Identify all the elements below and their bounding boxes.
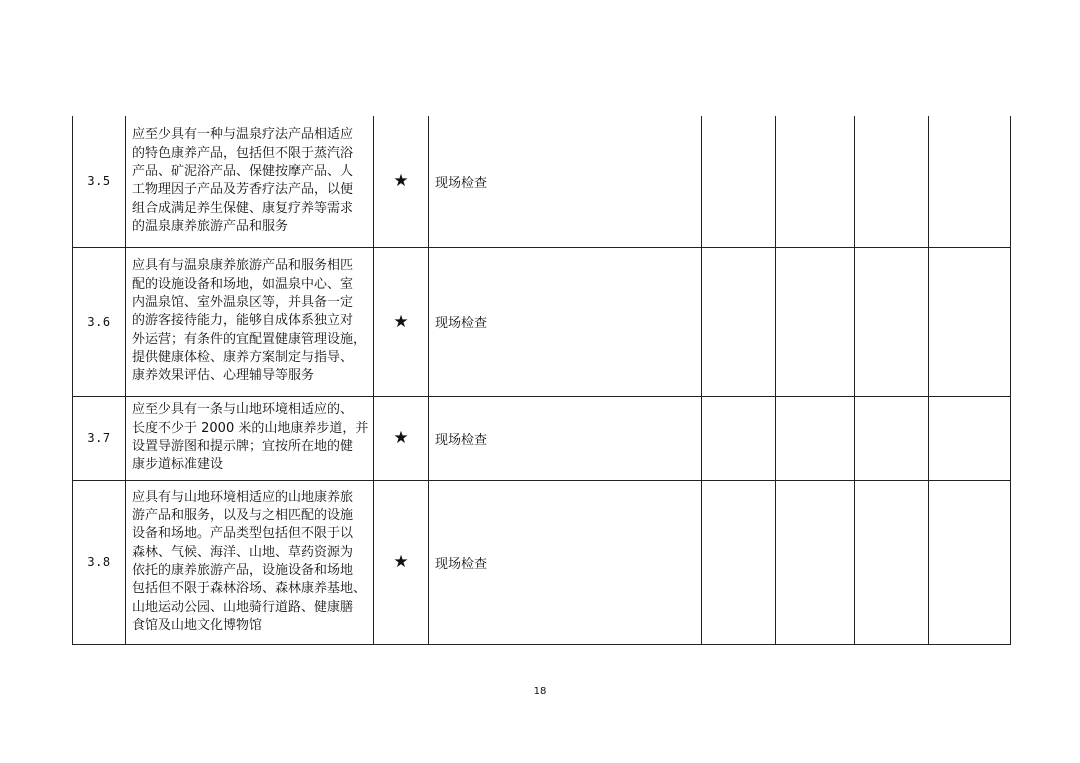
requirement-line: 食馆及山地文化博物馆	[132, 617, 263, 633]
table-row	[73, 247, 1011, 396]
requirement-line: 设置导游图和提示牌；宜按所在地的健	[132, 439, 354, 454]
requirement-line: 配的设施设备和场地，如温泉中心、室	[132, 276, 354, 292]
standards-table	[72, 116, 1011, 645]
requirement-line: 依托的康养旅游产品，设施设备和场地	[132, 563, 354, 578]
requirement-text	[126, 396, 374, 480]
empty-score-cell	[776, 116, 855, 247]
empty-score-cell	[929, 247, 1011, 396]
table-row	[73, 396, 1011, 480]
requirement-line: 长度不少于 2000 米的山地康养步道，并	[132, 420, 369, 436]
empty-score-cell	[776, 396, 855, 480]
mandatory-star-icon: ★	[374, 480, 429, 644]
requirement-line: 的温泉康养旅游产品和服务	[132, 218, 289, 234]
empty-score-cell	[855, 480, 929, 644]
inspection-method: 现场检查	[429, 116, 702, 247]
item-number: 3.5	[73, 116, 126, 247]
empty-score-cell	[855, 396, 929, 480]
requirement-line: 应具有与温泉康养旅游产品和服务相匹	[132, 258, 354, 274]
mandatory-star-icon: ★	[374, 396, 429, 480]
table-row	[73, 116, 1011, 247]
inspection-method: 现场检查	[429, 480, 702, 644]
item-number: 3.8	[73, 480, 126, 644]
mandatory-star-icon: ★	[374, 116, 429, 247]
empty-score-cell	[702, 247, 776, 396]
empty-score-cell	[855, 247, 929, 396]
requirement-line: 应至少具有一种与温泉疗法产品相适应	[132, 127, 354, 143]
mandatory-star-icon: ★	[374, 247, 429, 396]
requirement-line: 森林、气候、海洋、山地、草药资源为	[132, 544, 354, 560]
requirement-text	[126, 116, 374, 247]
requirement-line: 包括但不限于森林浴场、森林康养基地、	[132, 581, 367, 597]
empty-score-cell	[855, 116, 929, 247]
requirement-line: 康养效果评估、心理辅导等服务	[132, 368, 315, 384]
requirement-line: 的游客接待能力，能够自成体系独立对	[132, 313, 354, 329]
requirement-line: 组合成满足养生保健、康复疗养等需求	[132, 200, 354, 216]
empty-score-cell	[702, 480, 776, 644]
requirement-line: 外运营；有条件的宜配置健康管理设施，	[132, 331, 367, 347]
requirement-text	[126, 247, 374, 396]
empty-score-cell	[702, 116, 776, 247]
requirement-line: 工物理因子产品及芳香疗法产品，以便	[132, 182, 354, 198]
inspection-method: 现场检查	[429, 396, 702, 480]
requirement-line: 山地运动公园、山地骑行道路、健康膳	[132, 599, 354, 615]
requirement-line: 的特色康养产品，包括但不限于蒸汽浴	[132, 145, 354, 161]
requirement-line: 应具有与山地环境相适应的山地康养旅	[132, 489, 354, 505]
requirement-line: 游产品和服务，以及与之相匹配的设施	[132, 508, 354, 524]
empty-score-cell	[929, 396, 1011, 480]
requirement-line: 应至少具有一条与山地环境相适应的、	[132, 402, 354, 418]
requirement-text	[126, 480, 374, 644]
requirement-line: 内温泉馆、室外温泉区等，并具备一定	[132, 295, 354, 311]
inspection-method: 现场检查	[429, 247, 702, 396]
requirement-line: 康步道标准建设	[132, 457, 224, 473]
empty-score-cell	[776, 480, 855, 644]
page-number: 18	[533, 686, 547, 697]
requirement-line: 产品、矿泥浴产品、保健按摩产品、人	[132, 163, 354, 179]
table-row	[73, 480, 1011, 644]
table-body	[73, 116, 1011, 644]
empty-score-cell	[929, 116, 1011, 247]
item-number: 3.6	[73, 247, 126, 396]
empty-score-cell	[929, 480, 1011, 644]
item-number: 3.7	[73, 396, 126, 480]
requirement-line: 提供健康体检、康养方案制定与指导、	[132, 349, 354, 365]
empty-score-cell	[702, 396, 776, 480]
requirement-line: 设备和场地。产品类型包括但不限于以	[132, 526, 354, 542]
empty-score-cell	[776, 247, 855, 396]
